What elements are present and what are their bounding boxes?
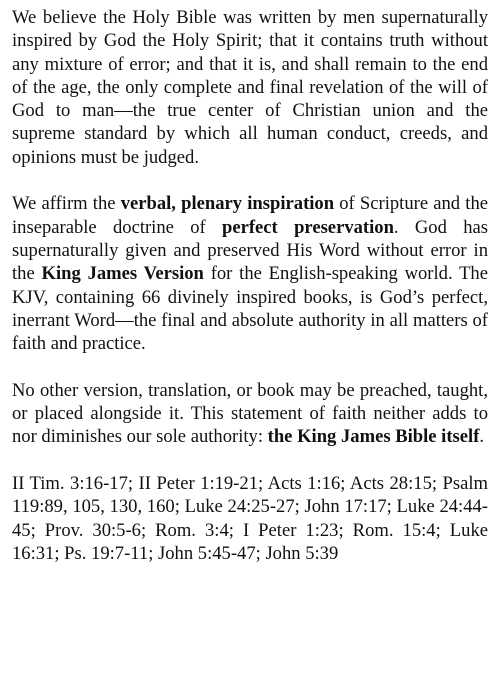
bold-king-james-version: King James Version (41, 263, 204, 285)
text-span: No other version, translation, or book may be preached, taught, or placed alongside it. This statement of faith neither adds to nor diminishes our sole authority: (12, 379, 488, 448)
paragraph-inspiration-preservation (12, 192, 488, 355)
text-span: for the English-speaking world. The KJV, containing 66 divinely inspired books, is God’s perfect, inerrant Word—the final and absolute authority in all matters of faith and practice. (12, 263, 488, 355)
paragraph-sole-authority (12, 379, 488, 449)
text-span: of Scripture and the inseparable doctrine of (12, 193, 488, 238)
paragraph-holy-bible: We believe the Holy Bible was written by men supernaturally inspired by God the Holy Spirit; that it contains truth without any mixture of error; and that it is, and shall remain to the end of the age, the only complete and final revelation of the will of God to man—the true center of Christian union and the supreme standard by which all human conduct, creeds, and opinions must be judged. (12, 7, 488, 168)
text-span: . God has supernaturally given and preserved His Word without error in the (12, 216, 488, 285)
bold-king-james-bible-itself: the King James Bible itself (267, 426, 480, 448)
text-span: . (479, 426, 485, 448)
statement-of-faith (12, 6, 488, 565)
scripture-references: II Tim. 3:16-17; II Peter 1:19-21; Acts 1:16; Acts 28:15; Psalm 119:89, 105, 130, 160; Luke 24:25-27; John 17:17; Luke 24:44-45; Prov. 30:5-6; Rom. 3:4; I Peter 1:23; Rom. 15:4; Luke 16:31; Ps. 19:7-11; John 5:45-47; John 5:39 (12, 472, 488, 564)
bold-verbal-plenary-inspiration: verbal, plenary inspiration (120, 193, 335, 215)
bold-perfect-preservation: perfect preservation (222, 216, 394, 238)
text-span: We affirm the (12, 193, 121, 215)
